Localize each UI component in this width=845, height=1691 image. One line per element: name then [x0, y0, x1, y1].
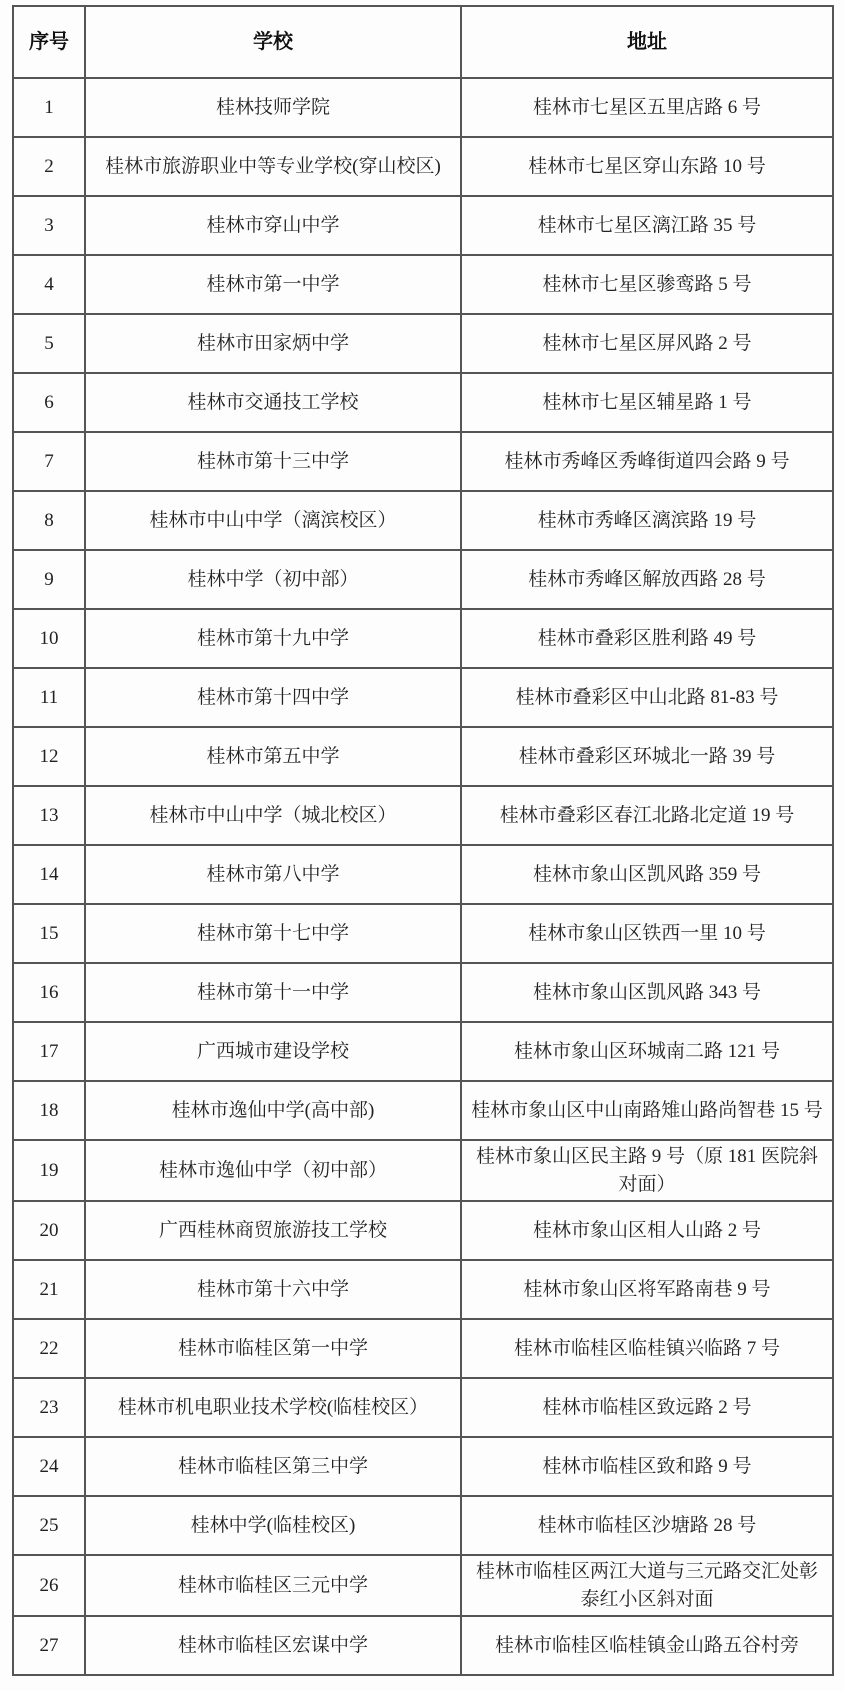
address-cell: 桂林市象山区环城南二路 121 号: [461, 1022, 833, 1081]
table-row: [13, 727, 833, 786]
table-row: [13, 1555, 833, 1616]
table-row: [13, 904, 833, 963]
row-index-cell: 1: [13, 78, 85, 137]
row-index-cell: 5: [13, 314, 85, 373]
school-name-cell: 广西桂林商贸旅游技工学校: [85, 1201, 461, 1260]
table-row: [13, 1437, 833, 1496]
address-cell: 桂林市七星区五里店路 6 号: [461, 78, 833, 137]
row-index-cell: 15: [13, 904, 85, 963]
table-header: [13, 6, 833, 78]
row-index-cell: 19: [13, 1140, 85, 1201]
row-index-cell: 21: [13, 1260, 85, 1319]
table-row: [13, 137, 833, 196]
address-cell: 桂林市临桂区临桂镇金山路五谷村旁: [461, 1616, 833, 1675]
school-name-cell: 桂林市第八中学: [85, 845, 461, 904]
table-row: [13, 314, 833, 373]
table-row: [13, 196, 833, 255]
address-cell: 桂林市七星区漓江路 35 号: [461, 196, 833, 255]
address-cell: 桂林市七星区辅星路 1 号: [461, 373, 833, 432]
school-address-table: [12, 5, 834, 1676]
school-name-cell: 桂林市第十三中学: [85, 432, 461, 491]
address-cell: 桂林市七星区穿山东路 10 号: [461, 137, 833, 196]
school-name-cell: 广西城市建设学校: [85, 1022, 461, 1081]
row-index-cell: 20: [13, 1201, 85, 1260]
address-cell: 桂林市秀峰区秀峰街道四会路 9 号: [461, 432, 833, 491]
row-index-cell: 9: [13, 550, 85, 609]
row-index-cell: 18: [13, 1081, 85, 1140]
address-cell: 桂林市象山区凯风路 359 号: [461, 845, 833, 904]
address-cell: 桂林市临桂区临桂镇兴临路 7 号: [461, 1319, 833, 1378]
address-cell: 桂林市象山区中山南路雉山路尚智巷 15 号: [461, 1081, 833, 1140]
school-name-cell: 桂林市临桂区第三中学: [85, 1437, 461, 1496]
table-row: [13, 1496, 833, 1555]
school-name-cell: 桂林市第十四中学: [85, 668, 461, 727]
address-cell: 桂林市临桂区致远路 2 号: [461, 1378, 833, 1437]
school-name-cell: 桂林市第十六中学: [85, 1260, 461, 1319]
table-row: [13, 1022, 833, 1081]
row-index-cell: 2: [13, 137, 85, 196]
table-row: [13, 255, 833, 314]
table-row: [13, 668, 833, 727]
school-name-cell: 桂林市中山中学（漓滨校区）: [85, 491, 461, 550]
table-body: [13, 78, 833, 1675]
address-cell: 桂林市临桂区两江大道与三元路交汇处彰泰红小区斜对面: [461, 1555, 833, 1616]
school-name-cell: 桂林市第十七中学: [85, 904, 461, 963]
table-row: [13, 1319, 833, 1378]
index-header-cell: 序号: [13, 6, 85, 78]
address-cell: 桂林市临桂区致和路 9 号: [461, 1437, 833, 1496]
school-name-cell: 桂林市第十一中学: [85, 963, 461, 1022]
address-header-cell: 地址: [461, 6, 833, 78]
address-cell: 桂林市秀峰区解放西路 28 号: [461, 550, 833, 609]
row-index-cell: 8: [13, 491, 85, 550]
table-row: [13, 1140, 833, 1201]
school-name-cell: 桂林市第五中学: [85, 727, 461, 786]
school-name-cell: 桂林市逸仙中学(高中部): [85, 1081, 461, 1140]
row-index-cell: 17: [13, 1022, 85, 1081]
row-index-cell: 24: [13, 1437, 85, 1496]
row-index-cell: 23: [13, 1378, 85, 1437]
school-name-cell: 桂林市交通技工学校: [85, 373, 461, 432]
school-name-cell: 桂林市逸仙中学（初中部）: [85, 1140, 461, 1201]
school-name-cell: 桂林市旅游职业中等专业学校(穿山校区): [85, 137, 461, 196]
address-cell: 桂林市秀峰区漓滨路 19 号: [461, 491, 833, 550]
address-cell: 桂林市叠彩区胜利路 49 号: [461, 609, 833, 668]
school-name-cell: 桂林中学（初中部）: [85, 550, 461, 609]
school-name-cell: 桂林市田家炳中学: [85, 314, 461, 373]
table-row: [13, 609, 833, 668]
row-index-cell: 4: [13, 255, 85, 314]
address-cell: 桂林市七星区骖鸾路 5 号: [461, 255, 833, 314]
school-header-cell: 学校: [85, 6, 461, 78]
table-row: [13, 786, 833, 845]
address-cell: 桂林市象山区相人山路 2 号: [461, 1201, 833, 1260]
row-index-cell: 16: [13, 963, 85, 1022]
table-row: [13, 432, 833, 491]
school-name-cell: 桂林市临桂区宏谋中学: [85, 1616, 461, 1675]
row-index-cell: 11: [13, 668, 85, 727]
address-cell: 桂林市临桂区沙塘路 28 号: [461, 1496, 833, 1555]
row-index-cell: 3: [13, 196, 85, 255]
table-row: [13, 373, 833, 432]
row-index-cell: 7: [13, 432, 85, 491]
row-index-cell: 22: [13, 1319, 85, 1378]
row-index-cell: 27: [13, 1616, 85, 1675]
row-index-cell: 12: [13, 727, 85, 786]
address-cell: 桂林市象山区将军路南巷 9 号: [461, 1260, 833, 1319]
table-row: [13, 1616, 833, 1675]
address-cell: 桂林市叠彩区中山北路 81-83 号: [461, 668, 833, 727]
table-row: [13, 78, 833, 137]
school-name-cell: 桂林中学(临桂校区): [85, 1496, 461, 1555]
address-cell: 桂林市象山区民主路 9 号（原 181 医院斜对面）: [461, 1140, 833, 1201]
header-row: [13, 6, 833, 78]
school-name-cell: 桂林市中山中学（城北校区）: [85, 786, 461, 845]
row-index-cell: 6: [13, 373, 85, 432]
row-index-cell: 25: [13, 1496, 85, 1555]
table-row: [13, 491, 833, 550]
school-name-cell: 桂林市临桂区三元中学: [85, 1555, 461, 1616]
table-row: [13, 963, 833, 1022]
address-cell: 桂林市七星区屏风路 2 号: [461, 314, 833, 373]
school-name-cell: 桂林技师学院: [85, 78, 461, 137]
table-row: [13, 845, 833, 904]
school-name-cell: 桂林市第一中学: [85, 255, 461, 314]
school-name-cell: 桂林市第十九中学: [85, 609, 461, 668]
row-index-cell: 13: [13, 786, 85, 845]
row-index-cell: 10: [13, 609, 85, 668]
table-row: [13, 1260, 833, 1319]
address-cell: 桂林市象山区凯风路 343 号: [461, 963, 833, 1022]
table-row: [13, 1378, 833, 1437]
address-cell: 桂林市叠彩区环城北一路 39 号: [461, 727, 833, 786]
row-index-cell: 14: [13, 845, 85, 904]
school-name-cell: 桂林市临桂区第一中学: [85, 1319, 461, 1378]
table-row: [13, 550, 833, 609]
address-cell: 桂林市象山区铁西一里 10 号: [461, 904, 833, 963]
row-index-cell: 26: [13, 1555, 85, 1616]
table-row: [13, 1081, 833, 1140]
table-row: [13, 1201, 833, 1260]
address-cell: 桂林市叠彩区春江北路北定道 19 号: [461, 786, 833, 845]
school-name-cell: 桂林市穿山中学: [85, 196, 461, 255]
school-name-cell: 桂林市机电职业技术学校(临桂校区）: [85, 1378, 461, 1437]
